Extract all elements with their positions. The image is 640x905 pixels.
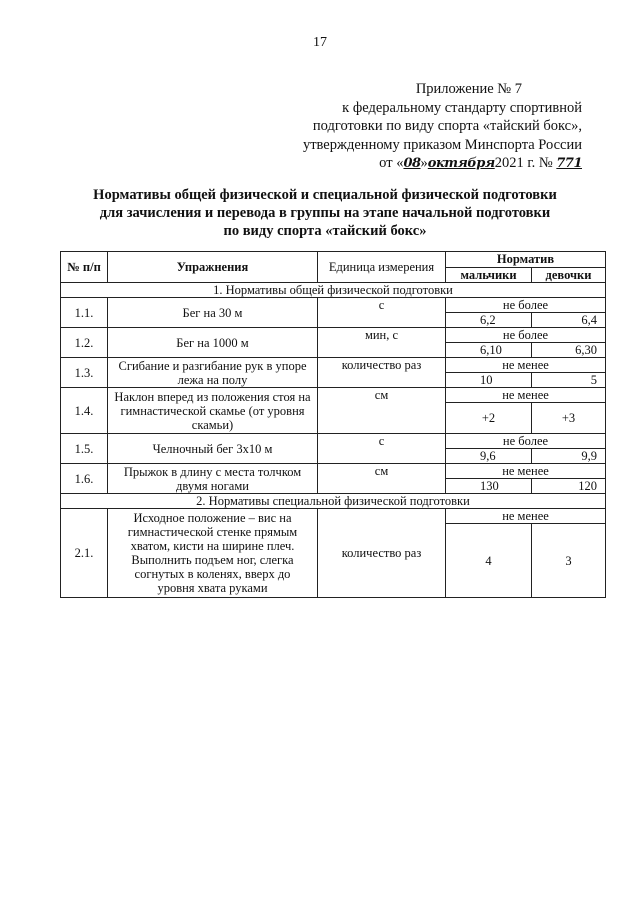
row-unit: количество раз: [318, 509, 446, 598]
boys-value: 9,6: [446, 449, 532, 464]
row-exercise: Бег на 1000 м: [108, 328, 318, 358]
row-unit: с: [318, 298, 446, 328]
table-row: [61, 298, 606, 313]
header-number: № п/п: [61, 252, 108, 283]
date-month: октября: [427, 156, 495, 171]
row-condition: не менее: [446, 509, 606, 524]
row-exercise: Исходное положение – вис на гимнастической стенке прямым хватом, кисти на ширине плеч. Выполнить подъем ног, слегка согнутых в коленях, вверх до уровня хвата руками: [108, 509, 318, 598]
row-unit: см: [318, 388, 446, 434]
row-condition: не менее: [446, 388, 606, 403]
document-title: [60, 186, 590, 240]
row-number: 1.6.: [61, 464, 108, 494]
title-line-3: по виду спорта «тайский бокс»: [223, 223, 427, 239]
date-year: 2021 г. №: [494, 155, 553, 171]
table-row: [61, 388, 606, 403]
row-condition: не менее: [446, 464, 606, 479]
title-line-1: Нормативы общей физической и специальной физической подготовки: [93, 187, 557, 203]
boys-value: 130: [446, 479, 532, 494]
section-row-2: [61, 494, 606, 509]
appendix-block: [303, 80, 582, 174]
boys-value: 4: [446, 524, 532, 598]
table-row: [61, 328, 606, 343]
boys-value: 10: [446, 373, 532, 388]
row-number: 1.1.: [61, 298, 108, 328]
row-number: 1.4.: [61, 388, 108, 434]
section-row-1: [61, 283, 606, 298]
appendix-line-2: подготовки по виду спорта «тайский бокс»,: [312, 118, 582, 134]
girls-value: 3: [532, 524, 606, 598]
header-exercises: Упражнения: [108, 252, 318, 283]
row-exercise: Наклон вперед из положения стоя на гимнастической скамье (от уровня скамьи): [108, 388, 318, 434]
row-condition: не менее: [446, 358, 606, 373]
table-row: [61, 464, 606, 479]
girls-value: 9,9: [532, 449, 606, 464]
header-row-1: [61, 252, 606, 268]
header-girls: девочки: [532, 267, 606, 283]
row-unit: количество раз: [318, 358, 446, 388]
row-number: 2.1.: [61, 509, 108, 598]
boys-value: 6,2: [446, 313, 532, 328]
girls-value: 6,4: [532, 313, 606, 328]
girls-value: 5: [532, 373, 606, 388]
girls-value: 6,30: [532, 343, 606, 358]
title-line-2: для зачисления и перевода в группы на этапе начальной подготовки: [99, 205, 551, 221]
header-boys: мальчики: [446, 267, 532, 283]
section-title-1: 1. Нормативы общей физической подготовки: [61, 283, 606, 298]
row-number: 1.5.: [61, 434, 108, 464]
row-unit: см: [318, 464, 446, 494]
header-norm: Норматив: [446, 252, 606, 268]
page-number: 17: [313, 35, 327, 50]
appendix-date-line: [303, 154, 582, 174]
appendix-title: Приложение № 7: [415, 81, 522, 97]
row-condition: не более: [446, 328, 606, 343]
table-row: [61, 509, 606, 524]
table-row: [61, 434, 606, 449]
row-exercise: Прыжок в длину с места толчком двумя ногами: [108, 464, 318, 494]
section-title-2: 2. Нормативы специальной физической подготовки: [61, 494, 606, 509]
boys-value: +2: [446, 403, 532, 434]
appendix-line-3: утвержденному приказом Минспорта России: [302, 136, 582, 153]
row-exercise: Челночный бег 3х10 м: [108, 434, 318, 464]
table-row: [61, 358, 606, 373]
date-mid: »: [420, 155, 428, 171]
row-number: 1.2.: [61, 328, 108, 358]
date-day: 08: [403, 156, 421, 171]
date-prefix: от «: [379, 155, 404, 171]
order-number: 771: [556, 156, 582, 171]
appendix-line-1: к федеральному стандарту спортивной: [342, 99, 582, 116]
row-exercise: Бег на 30 м: [108, 298, 318, 328]
girls-value: +3: [532, 403, 606, 434]
row-unit: с: [318, 434, 446, 464]
boys-value: 6,10: [446, 343, 532, 358]
row-number: 1.3.: [61, 358, 108, 388]
norms-table: [60, 251, 606, 598]
row-unit: мин, с: [318, 328, 446, 358]
header-unit: Единица измерения: [318, 252, 446, 283]
row-condition: не более: [446, 434, 606, 449]
girls-value: 120: [532, 479, 606, 494]
row-exercise: Сгибание и разгибание рук в упоре лежа на полу: [108, 358, 318, 388]
row-condition: не более: [446, 298, 606, 313]
